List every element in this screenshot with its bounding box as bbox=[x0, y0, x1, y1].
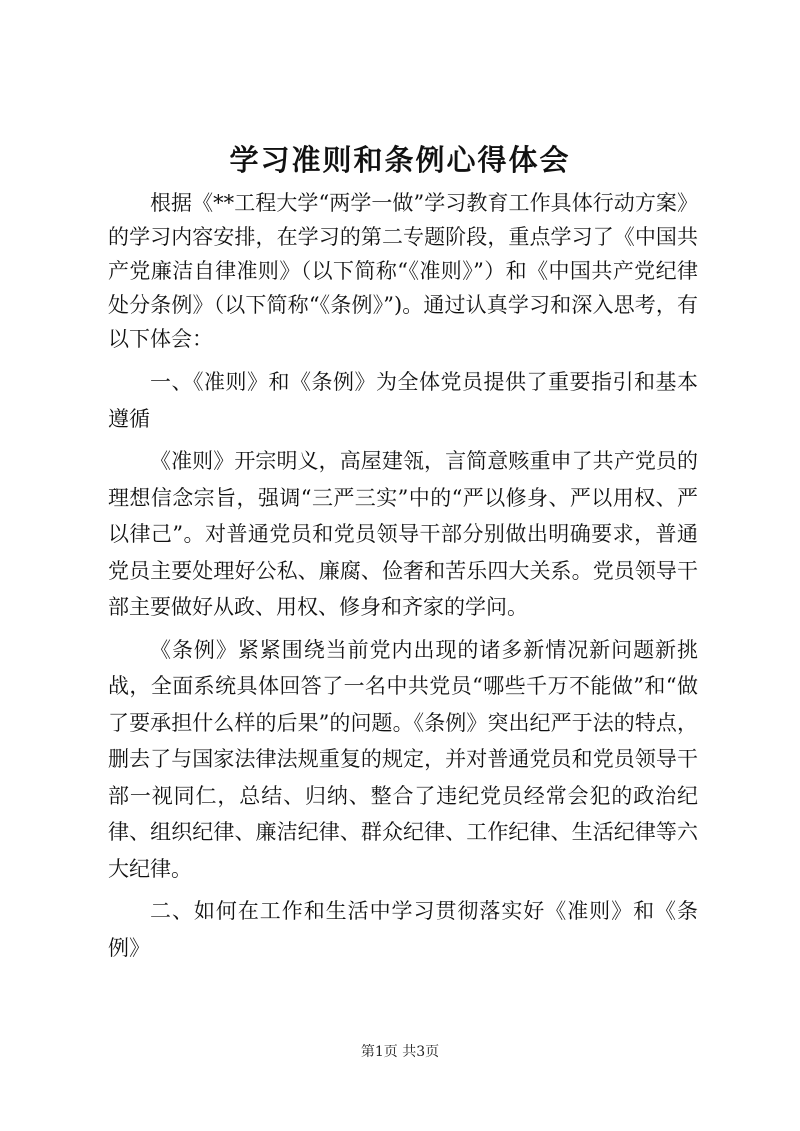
paragraph-zhunze: 《准则》开宗明义，高屋建瓴，言简意赅重申了共产党员的理想信念宗旨，强调“三严三实”中的“严以修身、严以用权、严以律己”。对普通党员和党员领导干部分别做出明确要求，普通党员主要处理好公私、廉腐、俭奢和苦乐四大关系。党员领导干部主要做好从政、用权、修身和齐家的学问。 bbox=[108, 449, 698, 619]
section-heading-2: 二、如何在工作和生活中学习贯彻落实好《准则》和《条例》 bbox=[108, 899, 698, 960]
paragraph-intro: 根据《**工程大学“两学一做”学习教育工作具体行动方案》的学习内容安排，在学习的第二专题阶段，重点学习了《中国共产党廉洁自律准则》（以下简称“《准则》”）和《中国共产党纪律处分条例》（以下简称“《条例》”)。通过认真学习和深入思考，有以下体会： bbox=[108, 191, 698, 351]
page-number-footer: 第1页 共3页 bbox=[360, 1044, 440, 1060]
document-body bbox=[108, 186, 698, 966]
section-heading-1: 一、《准则》和《条例》为全体党员提供了重要指引和基本遵循 bbox=[108, 370, 698, 431]
document-title: 学习准则和条例心得体会 bbox=[229, 143, 571, 177]
paragraph-tiaoli: 《条例》紧紧围绕当前党内出现的诸多新情况新问题新挑战，全面系统具体回答了一名中共党员“哪些千万不能做”和“做了要承担什么样的后果”的问题。《条例》突出纪严于法的特点，删去了与国家法律法规重复的规定，并对普通党员和党员领导干部一视同仁，总结、归纳、整合了违纪党员经常会犯的政治纪律、组织纪律、廉洁纪律、群众纪律、工作纪律、生活纪律等六大纪律。 bbox=[108, 637, 698, 881]
